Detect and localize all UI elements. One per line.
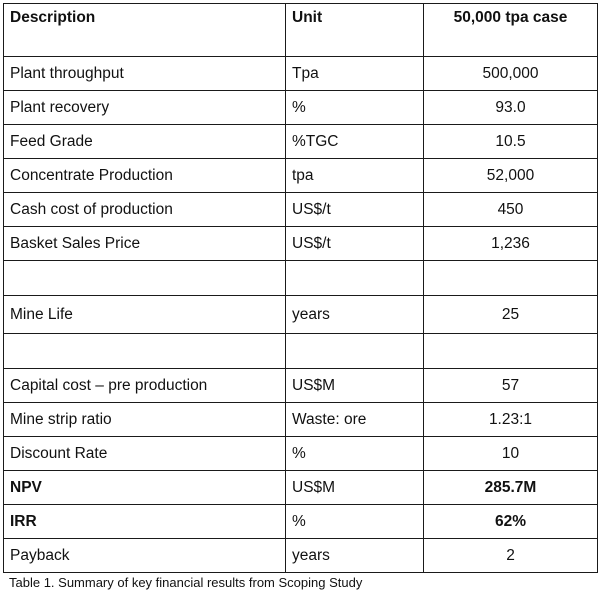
row-description: Plant throughput [4, 57, 286, 91]
row-unit: % [286, 505, 424, 539]
row-value: 1.23:1 [424, 403, 598, 437]
row-unit: US$/t [286, 227, 424, 261]
header-unit: Unit [286, 4, 424, 57]
header-case: 50,000 tpa case [424, 4, 598, 57]
row-unit: % [286, 437, 424, 471]
row-description: Feed Grade [4, 125, 286, 159]
row-unit: US$M [286, 471, 424, 505]
row-unit: Tpa [286, 57, 424, 91]
row-value: 52,000 [424, 159, 598, 193]
row-unit: % [286, 91, 424, 125]
header-description: Description [4, 4, 286, 57]
row-value [424, 334, 598, 369]
table-row [4, 91, 598, 125]
row-unit [286, 261, 424, 296]
row-description [4, 261, 286, 296]
row-value: 285.7M [424, 471, 598, 505]
row-description: Mine strip ratio [4, 403, 286, 437]
row-unit: US$/t [286, 193, 424, 227]
row-description: Capital cost – pre production [4, 369, 286, 403]
row-description: IRR [4, 505, 286, 539]
row-description: Basket Sales Price [4, 227, 286, 261]
row-description: Plant recovery [4, 91, 286, 125]
row-value: 10.5 [424, 125, 598, 159]
financial-results-table [3, 3, 598, 573]
row-unit: %TGC [286, 125, 424, 159]
table-row [4, 296, 598, 334]
row-unit: Waste: ore [286, 403, 424, 437]
row-description: Payback [4, 539, 286, 573]
financial-results-table-container [3, 3, 597, 573]
table-row [4, 193, 598, 227]
row-description: Cash cost of production [4, 193, 286, 227]
row-value: 62% [424, 505, 598, 539]
table-header-row [4, 4, 598, 57]
row-unit: tpa [286, 159, 424, 193]
row-description: Discount Rate [4, 437, 286, 471]
table-row [4, 369, 598, 403]
table-caption: Table 1. Summary of key financial results from Scoping Study [9, 575, 363, 590]
row-unit: US$M [286, 369, 424, 403]
row-value: 25 [424, 296, 598, 334]
row-value: 10 [424, 437, 598, 471]
table-row-irr [4, 505, 598, 539]
row-value: 1,236 [424, 227, 598, 261]
table-row-blank [4, 334, 598, 369]
row-value: 93.0 [424, 91, 598, 125]
row-value: 57 [424, 369, 598, 403]
table-row [4, 227, 598, 261]
row-description: Concentrate Production [4, 159, 286, 193]
row-description: Mine Life [4, 296, 286, 334]
row-unit [286, 334, 424, 369]
table-row [4, 403, 598, 437]
table-row [4, 57, 598, 91]
row-description [4, 334, 286, 369]
row-value [424, 261, 598, 296]
table-row-npv [4, 471, 598, 505]
table-row-blank [4, 261, 598, 296]
table-row [4, 437, 598, 471]
row-value: 2 [424, 539, 598, 573]
row-value: 500,000 [424, 57, 598, 91]
row-unit: years [286, 539, 424, 573]
table-row [4, 125, 598, 159]
row-unit: years [286, 296, 424, 334]
row-description: NPV [4, 471, 286, 505]
row-value: 450 [424, 193, 598, 227]
table-row [4, 159, 598, 193]
table-row [4, 539, 598, 573]
